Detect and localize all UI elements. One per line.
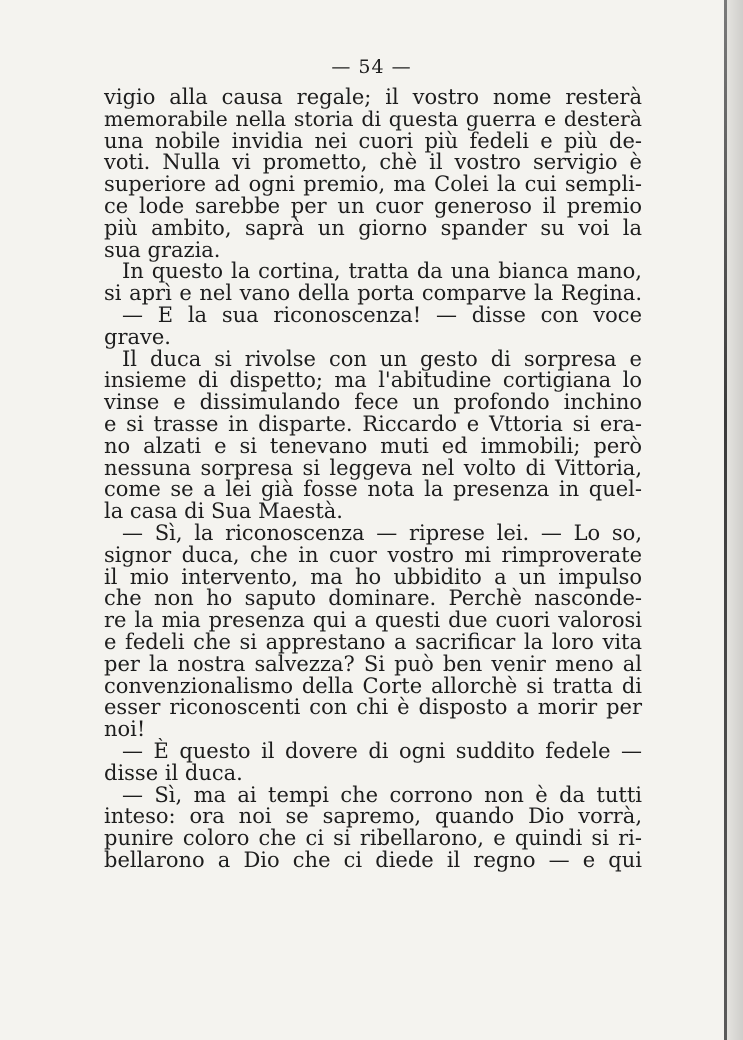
text-line: e si trasse in disparte. Riccardo e Vttoria si era- [104,411,642,436]
text-line: Il duca si rivolse con un gesto di sorpresa e [122,346,642,371]
text-line: bellarono a Dio che ci diede il regno — e qui [104,847,642,872]
page-edge-line [724,0,727,1040]
text-line: la casa di Sua Maestà. [104,499,343,524]
text-line: signor duca, che in cuor vostro mi rimproverate [104,542,642,567]
text-line: inteso: ora noi se sapremo, quando Dio vorrà, [104,804,642,829]
text-line: punire coloro che ci si ribellarono, e quindi si ri- [104,826,642,851]
text-line: come se a lei già fosse nota la presenza in quel- [104,477,642,502]
text-line: grave. [104,324,171,349]
text-line: superiore ad ogni premio, ma Colei la cui sempli- [104,172,642,197]
body-text [104,87,642,872]
text-line: che non ho saputo dominare. Perchè nasconde- [104,586,642,611]
text-line: esser riconoscenti con chi è disposto a morir per [104,695,642,720]
text-line: più ambito, saprà un giorno spander su voi la [104,215,642,240]
text-line: il mio intervento, ma ho ubbidito a un impulso [104,564,642,589]
page-edge-shadow [727,0,743,1040]
text-line: voti. Nulla vi prometto, chè il vostro servigio è [104,150,642,175]
page-number: — 54 — [331,56,412,78]
text-line: convenzionalismo della Corte allorchè si tratta di [104,673,642,698]
text-line: ce lode sarebbe per un cuor generoso il premio [104,193,642,218]
text-line: re la mia presenza qui a questi due cuori valorosi [104,608,642,633]
text-line: disse il duca. [104,760,243,785]
text-line: memorabile nella storia di questa guerra e desterà [104,106,642,131]
text-line: si aprì e nel vano della porta comparve la Regina. [104,281,642,306]
text-line: insieme di dispetto; ma l'abitudine cortigiana lo [104,368,642,393]
text-line: — È questo il dovere di ogni suddito fedele — [122,738,642,763]
text-line: vigio alla causa regale; il vostro nome resterà [104,85,642,109]
text-line: — Sì, la riconoscenza — riprese lei. — Lo so, [122,520,642,545]
text-line: — E la sua riconoscenza! — disse con voce [122,302,642,327]
text-line: nessuna sorpresa si leggeva nel volto di Vittoria, [104,455,642,480]
text-line: In questo la cortina, tratta da una bianca mano, [122,259,642,284]
text-line: no alzati e si tenevano muti ed immobili; però [104,433,642,458]
text-line: — Sì, ma ai tempi che corrono non è da tutti [122,782,642,807]
text-line: per la nostra salvezza? Si può ben venir meno al [104,651,642,676]
text-line: vinse e dissimulando fece un profondo inchino [104,390,642,415]
text-line: sua grazia. [104,237,221,262]
text-line: noi! [104,717,146,742]
text-line: e fedeli che si apprestano a sacrificar la loro vita [104,629,642,654]
text-line: una nobile invidia nei cuori più fedeli e più de- [104,128,642,153]
